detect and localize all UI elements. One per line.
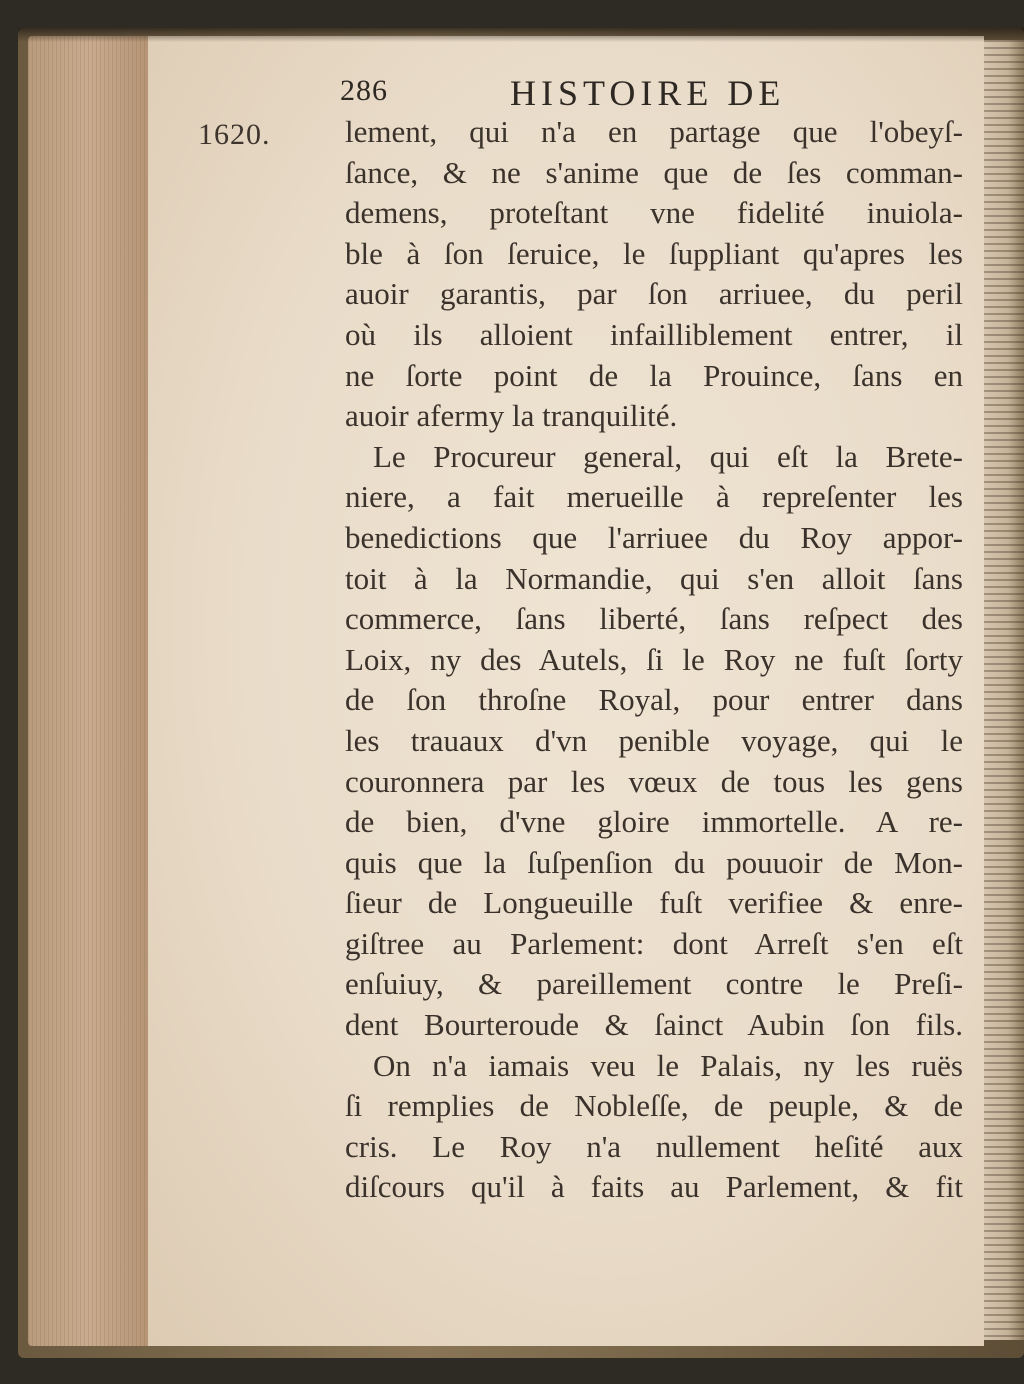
text-line: demens, proteſtant vne fidelité inuiola- bbox=[345, 195, 963, 231]
text-line: giſtree au Parlement: dont Arreſt s'en eſt bbox=[345, 925, 963, 961]
text-line: Le Procureur general, qui eſt la Brete- bbox=[373, 438, 963, 474]
text-line: commerce, ſans liberté, ſans reſpect des bbox=[345, 601, 963, 637]
text-line: de ſon throſne Royal, pour entrer dans bbox=[345, 682, 963, 718]
text-line: quis que la ſuſpenſion du pouuoir de Mon- bbox=[345, 844, 963, 880]
text-line: benedictions que l'arriuee du Roy appor- bbox=[345, 519, 963, 555]
running-title: HISTOIRE DE bbox=[510, 73, 786, 113]
text-line: auoir afermy la tranquilité. bbox=[345, 398, 678, 434]
text-line: auoir garantis, par ſon arriuee, du peril bbox=[345, 276, 963, 312]
text-line: dent Bourteroude & ſainct Aubin ſon fils. bbox=[345, 1007, 963, 1043]
page-header bbox=[340, 74, 860, 114]
text-line: toit à la Normandie, qui s'en alloit ſans bbox=[345, 560, 963, 596]
text-line: Loix, ny des Autels, ſi le Roy ne fuſt ſorty bbox=[345, 641, 963, 677]
text-line: diſcours qu'il à faits au Parlement, & fit bbox=[345, 1169, 963, 1205]
page-edges bbox=[28, 36, 148, 1346]
text-line: cris. Le Roy n'a nullement heſité aux bbox=[345, 1128, 963, 1164]
text-line: lement, qui n'a en partage que l'obeyſ- bbox=[345, 114, 963, 149]
text-line: ble à ſon ſeruice, le ſuppliant qu'apres les bbox=[345, 235, 963, 271]
text-line: On n'a iamais veu le Palais, ny les ruës bbox=[373, 1047, 963, 1083]
text-line: les trauaux d'vn penible voyage, qui le bbox=[345, 722, 963, 758]
top-shadow bbox=[18, 28, 1024, 42]
text-line: ſance, & ne s'anime que de ſes comman- bbox=[345, 154, 963, 190]
text-line: enſuiuy, & pareillement contre le Preſi- bbox=[345, 966, 963, 1002]
text-line: couronnera par les vœux de tous les gens bbox=[345, 763, 963, 799]
adjacent-page-edges bbox=[984, 40, 1024, 1340]
text-line: ſi remplies de Nobleſſe, de peuple, & de bbox=[345, 1088, 963, 1124]
text-line: niere, a fait merueille à repreſenter les bbox=[345, 479, 963, 515]
body-text bbox=[345, 112, 975, 1208]
text-line: ſieur de Longueuille fuſt verifiee & enre- bbox=[345, 885, 963, 921]
page-number: 286 bbox=[340, 74, 388, 107]
margin-year-note: 1620. bbox=[198, 118, 271, 151]
text-line: de bien, d'vne gloire immortelle. A re- bbox=[345, 804, 963, 840]
text-line: où ils alloient infailliblement entrer, il bbox=[345, 316, 963, 352]
text-line: ne ſorte point de la Prouince, ſans en bbox=[345, 357, 963, 393]
